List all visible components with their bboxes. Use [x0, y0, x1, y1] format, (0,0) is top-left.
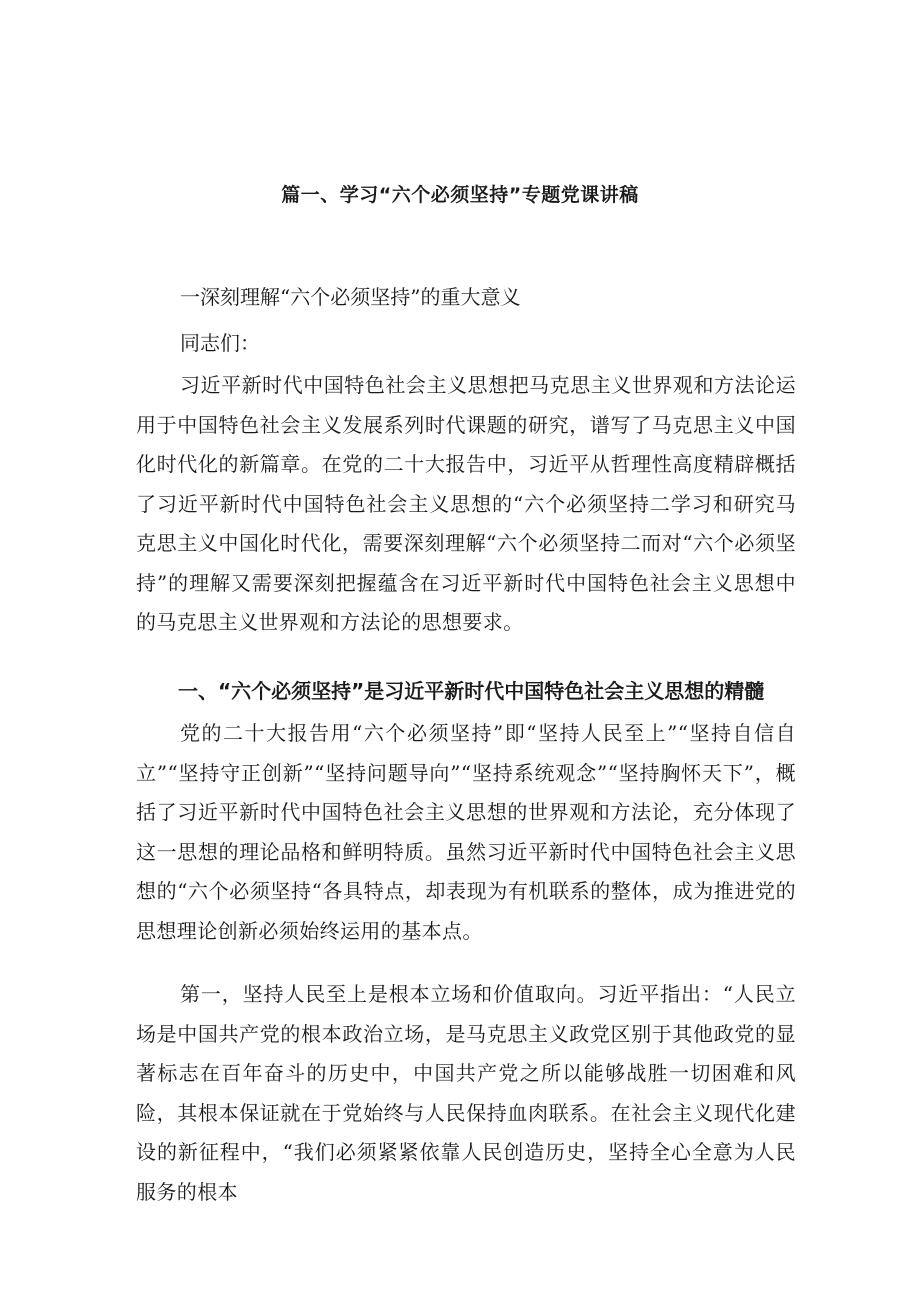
subtitle: 一深刻理解“六个必须坚持”的重大意义 [180, 285, 521, 309]
paragraph-first-point: 第一，坚持人民至上是根本立场和价值取向。习近平指出：“人民立场是中国共产党的根本政治立场，是马克思主义政党区别于其他政党的显著标志在百年奋斗的历史中，中国共产党之所以能够战胜一切困难和风险，其根本保证就在于党始终与人民保持血肉联系。在社会主义现代化建设的新征程中，“我们必须紧紧依靠人民创造历史，坚持全心全意为人民服务的根本 [136, 982, 796, 1204]
paragraph-section-1: 党的二十大报告用“六个必须坚持”即“坚持人民至上”“坚持自信自立”“坚持守正创新”“坚持问题导向”“坚持系统观念”“坚持胸怀天下”，概括了习近平新时代中国特色社会主义思想的世界观和方法论，充分体现了这一思想的理论品格和鲜明特质。虽然习近平新时代中国特色社会主义思想的“六个必须坚持“各具特点，却表现为有机联系的整体，成为推进党的思想理论创新必须始终运用的基本点。 [136, 721, 796, 943]
document-title: 篇一、学习“六个必须坚持”专题党课讲稿 [281, 184, 639, 206]
section-heading-1: 一、“六个必须坚持”是习近平新时代中国特色社会主义思想的精髓 [178, 679, 765, 703]
greeting: 同志们： [180, 331, 260, 355]
paragraph-intro: 习近平新时代中国特色社会主义思想把马克思主义世界观和方法论运用于中国特色社会主义发展系列时代课题的研究，谱写了马克思主义中国化时代化的新篇章。在党的二十大报告中，习近平从哲理性高度精辟概括了习近平新时代中国特色社会主义思想的“六个必须坚持二学习和研究马克思主义中国化时代化，需要深刻理解“六个必须坚持二而对“六个必须坚持”的理解又需要深刻把握蕴含在习近平新时代中国特色社会主义思想中的马克思主义世界观和方法论的思想要求。 [136, 373, 796, 634]
